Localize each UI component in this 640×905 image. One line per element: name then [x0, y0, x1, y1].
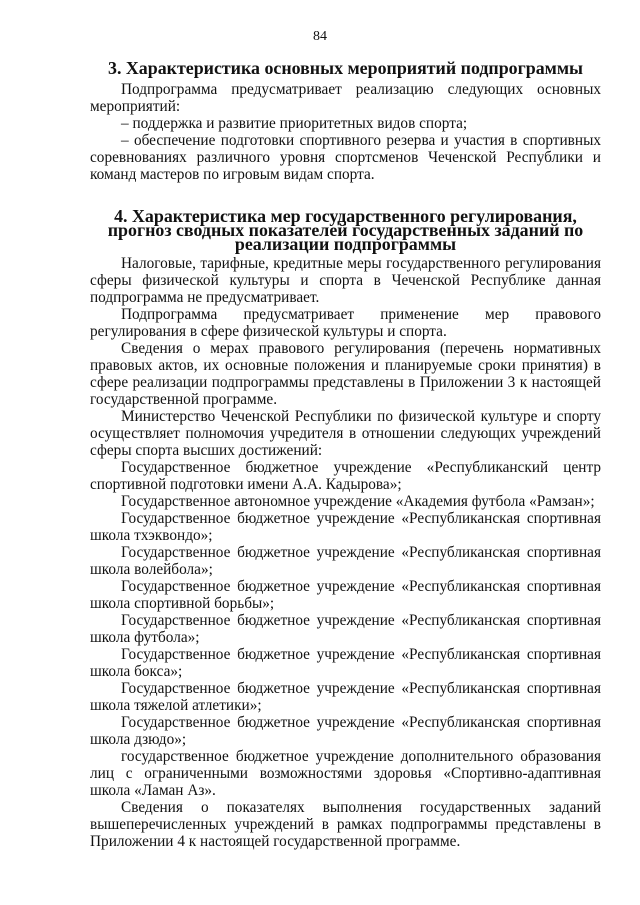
- institution-item: Государственное бюджетное учреждение «Республиканская спортивная школа тхэквондо»;: [90, 510, 601, 544]
- institution-item: Государственное автономное учреждение «Академия футбола «Рамзан»;: [121, 493, 595, 510]
- page-number: 84: [313, 29, 327, 44]
- institution-item: Государственное бюджетное учреждение «Республиканская спортивная школа бокса»;: [90, 646, 601, 680]
- section-4-paragraph: Налоговые, тарифные, кредитные меры государственного регулирования сферы физической культуры и спорта в Чеченской Республике данная подпрограмма не предусматривает.: [90, 255, 601, 306]
- section-4-paragraph: Министерство Чеченской Республики по физической культуре и спорту осуществляет полномочия учредителя в отношении следующих учреждений сферы спорта высших достижений:: [90, 408, 601, 459]
- section-4-paragraph: Сведения о мерах правового регулирования (перечень нормативных правовых актов, их основные положения и планируемые сроки принятия) в сфере реализации подпрограммы представлены в Приложении 3 к настоящей государственной программе.: [90, 340, 601, 408]
- institution-item: Государственное бюджетное учреждение «Республиканская спортивная школа футбола»;: [90, 612, 601, 646]
- institution-item: Государственное бюджетное учреждение «Республиканская спортивная школа дзюдо»;: [90, 714, 601, 748]
- section-4-paragraph: Подпрограмма предусматривает применение мер правового регулирования в сфере физической культуры и спорта.: [90, 306, 601, 340]
- institution-item: Государственное бюджетное учреждение «Республиканская спортивная школа тяжелой атлетики»;: [90, 680, 601, 714]
- section-4-title: 4. Характеристика мер государственного регулирования, прогноз сводных показателей государственных заданий по реализации подпрограммы: [107, 206, 584, 254]
- section-3-list-item: – обеспечение подготовки спортивного резерва и участия в спортивных соревнованиях различного уровня спортсменов Чеченской Республики и команд мастеров по игровым видам спорта.: [90, 132, 601, 183]
- institution-item: государственное бюджетное учреждение дополнительного образования лиц с ограниченными возможностями здоровья «Спортивно-адаптивная школа «Ламан Аз».: [90, 748, 601, 799]
- section-3-paragraph: Подпрограмма предусматривает реализацию следующих основных мероприятий:: [90, 81, 601, 115]
- section-3-list-item: – поддержка и развитие приоритетных видов спорта;: [121, 115, 468, 132]
- page-content: [90, 60, 601, 850]
- section-3-title: 3. Характеристика основных мероприятий подпрограммы: [108, 58, 583, 78]
- institution-item: Государственное бюджетное учреждение «Республиканская спортивная школа спортивной борьбы»;: [90, 578, 601, 612]
- institution-item: Государственное бюджетное учреждение «Республиканский центр спортивной подготовки имени А.А. Кадырова»;: [90, 459, 601, 493]
- institution-item: Государственное бюджетное учреждение «Республиканская спортивная школа волейбола»;: [90, 544, 601, 578]
- section-4-paragraph: Сведения о показателях выполнения государственных заданий вышеперечисленных учреждений в рамках подпрограммы представлены в Приложении 4 к настоящей государственной программе.: [90, 799, 601, 850]
